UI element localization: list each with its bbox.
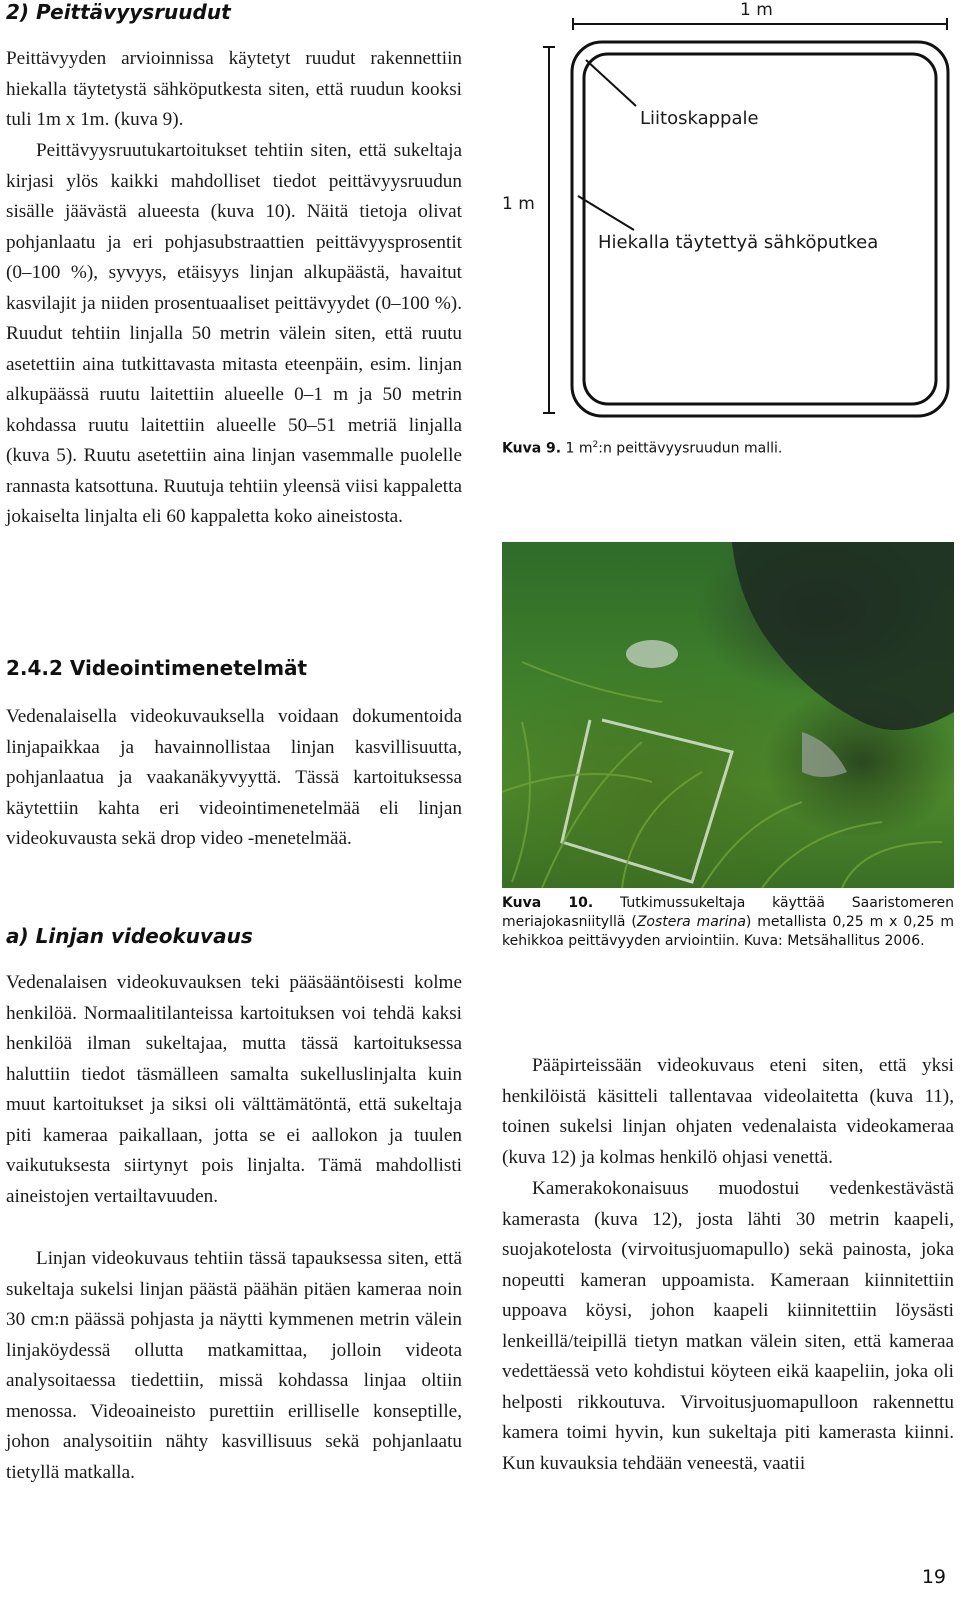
callout-pipe-label: Hiekalla täytettyä sähköputkea (598, 232, 879, 253)
subsection-heading-linjan-videokuvaus: a) Linjan videokuvaus (6, 924, 253, 948)
figure-9-diagram (502, 0, 954, 440)
glove (626, 640, 678, 668)
caption-label: Kuva 9. (502, 440, 562, 457)
metal-frame (562, 720, 732, 882)
paragraph: Vedenalaisen videokuvauksen teki pääsääntöisesti kolme henkilöä. Normaalitilanteissa kartoituksen voi tehdä kaksi henkilöä ilman sukeltajaa, mutta tässä kartoituksessa haluttiin tiedot täsmälleen samalta sukelluslinjalta kuin muut kartoitukset ja siksi oli välttämätöntä, että sukeltaja piti kameraa paikallaan, jotta se ei aallokon ja tuulen vaikutuksesta siirtynyt pois linjalta. Tämä mahdollisti aineistojen vertailtavuuden. (6, 972, 462, 1207)
caption-label: Kuva 10. (502, 895, 594, 911)
callout-line-joint (586, 60, 636, 106)
page-number: 19 (921, 1566, 946, 1588)
diver-hand (802, 732, 847, 777)
paragraph: Vedenalaisella videokuvauksella voidaan dokumentoida linjapaikkaa ja havainnollistaa linjan kasvillisuutta, pohjanlaatua ja vaakanäkyvyyttä. Tässä kartoituksessa käytettiin kahta eri videointimenetelmää eli linjan videokuvausta sekä drop video -menetelmää. (6, 706, 462, 849)
figure-10-caption: Kuva 10. Tutkimussukeltaja käyttää Saaristomeren meriajokasniityllä (Zostera marina) metallista 0,25 m x 0,25 m kehikkoa peittävyyden arviointiin. Kuva: Metsähallitus 2006. (502, 895, 954, 949)
figure-10-photo (502, 542, 954, 888)
paragraph: Linjan videokuvaus tehtiin tässä tapauksessa siten, että sukeltaja sukelsi linjan päästä päähän pitäen kameraa noin 30 cm:n päässä pohjasta ja näytti kymmenen metrin välein linjaköydessä ollutta matkamittaa, jolloin videota analysoitaessa tiedettiin, missä kohdassa linjaa oltiin menossa. Videoaineisto purettiin erilliselle konseptille, johon analysoitiin nähty kasvillisuus sekä pohjanlaatu tietyllä matkalla. (6, 1248, 462, 1483)
frame-inner (584, 54, 936, 404)
height-label: 1 m (502, 194, 535, 214)
paragraph: Peittävyyden arvioinnissa käytetyt ruudut rakennettiin hiekalla täytetystä sähköputkesta siten, että ruudun kooksi tuli 1m x 1m. (kuva 9). (6, 48, 462, 130)
paragraph: Kamerakokonaisuus muodostui vedenkestävästä kamerasta (kuva 12), josta lähti 30 metrin kaapeli, suojakotelosta (virvoitusjuomapullo) sekä painosta, joka nopeutti kameran uppoamista. Kameraan kiinnitettiin uppoava köysi, johon kaapeli kiinnitettiin löysästi lenkeillä/teipillä tietyn matkan välein siten, että kameraa vedettäessä veto kohdistui köyteen eikä kaapeliin, joka oli helposti rikkoutuva. Virvoitusjuomapulloon rakennettu kamera toimi hyvin, kun sukeltaja piti kamerasta kiinni. Kun kuvauksia tehdään veneestä, vaatii (502, 1178, 954, 1474)
paragraph: Peittävyysruutukartoitukset tehtiin siten, että sukeltaja kirjasi ylös kaikki mahdolliset tiedot peittävyysruudun sisälle jäävästä alueesta (kuva 10). Näitä tietoja olivat pohjanlaatu ja eri pohjasubstraattien peittävyysprosentit (0–100 %), syvyys, etäisyys linjan alkupäästä, havaitut kasvilajit ja niiden prosentuaaliset peittävyydet (0–100 %). Ruudut tehtiin linjalla 50 metrin välein siten, että ruutu asetettiin aina tutkittavasta mitasta eteenpäin, esim. linjan alkupäässä ruutu laitettiin alueelle 0–1 m ja 50 metrin kohdassa ruutu laitettiin alueelle 50–51 metriä linjalla (kuva 5). Ruutu asetettiin aina linjan vasemmalle puolelle rannasta katsottuna. Ruutuja tehtiin yleensä viisi kappaletta jokaiselta linjalta eli 60 kappaletta koko aineistosta. (6, 140, 462, 527)
square-frame-drawing (502, 0, 954, 440)
paragraph: Pääpirteissään videokuvaus eteni siten, että yksi henkilöistä käsitteli tallentavaa videolaitetta (kuva 11), toinen sukelsi linjan ohjaten vedenalaista videokameraa (kuva 12) ja kolmas henkilö ohjasi venettä. (502, 1055, 954, 1168)
diver-shape (732, 542, 954, 730)
section-heading-peittavyysruudut: 2) Peittävyysruudut (6, 0, 231, 24)
callout-joint-label: Liitoskappale (640, 108, 759, 129)
diver-photo-drawing (502, 542, 954, 888)
section-heading-videointimenetelmat: 2.4.2 Videointimenetelmät (6, 656, 308, 680)
callout-line-pipe (578, 196, 634, 230)
width-label: 1 m (740, 0, 773, 20)
figure-9-caption: Kuva 9. 1 $m^2:n$ peittävyysruudun malli. (502, 440, 783, 457)
